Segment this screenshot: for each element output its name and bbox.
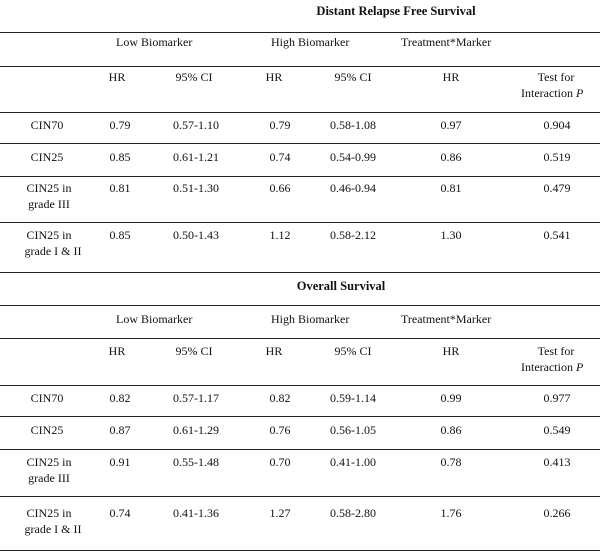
row-label: CIN70	[30, 118, 64, 132]
cell: 0.58-2.80	[330, 506, 376, 520]
col-ci-low: 95% CI	[175, 70, 213, 84]
section-title: Distant Relapse Free Survival	[316, 4, 476, 18]
col-hr-treatment: HR	[442, 344, 460, 358]
cell: 0.266	[543, 506, 571, 520]
rule	[0, 32, 600, 33]
group-header-treatment: Treatment*Marker	[401, 35, 492, 49]
cell: 0.82	[109, 391, 131, 405]
cell: 0.46-0.94	[330, 181, 376, 195]
row-label: CIN25 in	[26, 228, 72, 242]
cell: 0.79	[269, 118, 291, 132]
row-label: CIN25	[30, 150, 64, 164]
cell: 1.27	[269, 506, 291, 520]
cell: 0.413	[543, 455, 571, 469]
cell: 0.56-1.05	[330, 423, 376, 437]
group-header-treatment: Treatment*Marker	[401, 312, 492, 326]
col-ci-high: 95% CI	[334, 70, 372, 84]
cell: 0.57-1.17	[173, 391, 219, 405]
cell: 0.61-1.21	[173, 150, 219, 164]
row-label: CIN25 in	[26, 181, 72, 195]
interaction-label: Interaction	[521, 360, 573, 374]
row-label-line2: grade I & II	[24, 522, 82, 536]
row-label: CIN25	[30, 423, 64, 437]
cell: 0.66	[269, 181, 291, 195]
cell: 0.519	[543, 150, 571, 164]
cell: 0.549	[543, 423, 571, 437]
rule	[0, 272, 600, 273]
col-interaction-p	[521, 86, 583, 101]
row-label-line2: grade I & II	[24, 244, 82, 258]
cell: 0.54-0.99	[330, 150, 376, 164]
cell: 0.85	[109, 228, 131, 242]
section-title: Overall Survival	[296, 279, 386, 293]
rule	[0, 449, 600, 450]
col-hr-high: HR	[265, 344, 283, 358]
row-label: CIN25 in	[26, 455, 72, 469]
cell: 0.57-1.10	[173, 118, 219, 132]
cell: 0.977	[543, 391, 571, 405]
cell: 0.58-1.08	[330, 118, 376, 132]
rule	[0, 143, 600, 144]
cell: 0.78	[440, 455, 462, 469]
rule	[0, 550, 600, 551]
rule	[0, 385, 600, 386]
cell: 0.91	[109, 455, 131, 469]
cell: 0.50-1.43	[173, 228, 219, 242]
cell: 0.74	[269, 150, 291, 164]
cell: 0.59-1.14	[330, 391, 376, 405]
cell: 0.58-2.12	[330, 228, 376, 242]
cell: 0.70	[269, 455, 291, 469]
rule	[0, 112, 600, 113]
cell: 0.82	[269, 391, 291, 405]
group-header-low: Low Biomarker	[116, 35, 193, 49]
row-label: CIN70	[30, 391, 64, 405]
p-label: P	[575, 360, 584, 374]
col-ci-low: 95% CI	[175, 344, 213, 358]
rule	[0, 176, 600, 177]
col-test-for: Test for	[537, 344, 575, 358]
cell: 0.51-1.30	[173, 181, 219, 195]
col-test-for: Test for	[537, 70, 575, 84]
col-interaction-p	[521, 360, 583, 375]
cell: 0.541	[543, 228, 571, 242]
row-label: CIN25 in	[26, 506, 72, 520]
cell: 0.81	[109, 181, 131, 195]
col-hr-high: HR	[265, 70, 283, 84]
cell: 0.76	[269, 423, 291, 437]
cell: 0.479	[543, 181, 571, 195]
col-hr-low: HR	[108, 70, 126, 84]
cell: 0.55-1.48	[173, 455, 219, 469]
col-hr-treatment: HR	[442, 70, 460, 84]
cell: 0.86	[440, 150, 462, 164]
col-ci-high: 95% CI	[334, 344, 372, 358]
group-header-low: Low Biomarker	[116, 312, 193, 326]
group-header-high: High Biomarker	[271, 312, 350, 326]
cell: 0.41-1.00	[330, 455, 376, 469]
cell: 0.41-1.36	[173, 506, 219, 520]
rule	[0, 338, 600, 339]
row-label-line2: grade III	[28, 197, 70, 211]
cell: 0.904	[543, 118, 571, 132]
cell: 0.85	[109, 150, 131, 164]
cell: 0.97	[440, 118, 462, 132]
rule	[0, 222, 600, 223]
cell: 0.99	[440, 391, 462, 405]
cell: 0.79	[109, 118, 131, 132]
rule	[0, 305, 600, 306]
cell: 1.76	[440, 506, 462, 520]
group-header-high: High Biomarker	[271, 35, 350, 49]
col-hr-low: HR	[108, 344, 126, 358]
cell: 1.30	[440, 228, 462, 242]
cell: 1.12	[269, 228, 291, 242]
interaction-label: Interaction	[521, 86, 573, 100]
cell: 0.61-1.29	[173, 423, 219, 437]
rule	[0, 496, 600, 497]
cell: 0.87	[109, 423, 131, 437]
row-label-line2: grade III	[28, 471, 70, 485]
cell: 0.74	[109, 506, 131, 520]
p-label: P	[575, 86, 584, 100]
rule	[0, 416, 600, 417]
rule	[0, 66, 600, 67]
cell: 0.81	[440, 181, 462, 195]
cell: 0.86	[440, 423, 462, 437]
